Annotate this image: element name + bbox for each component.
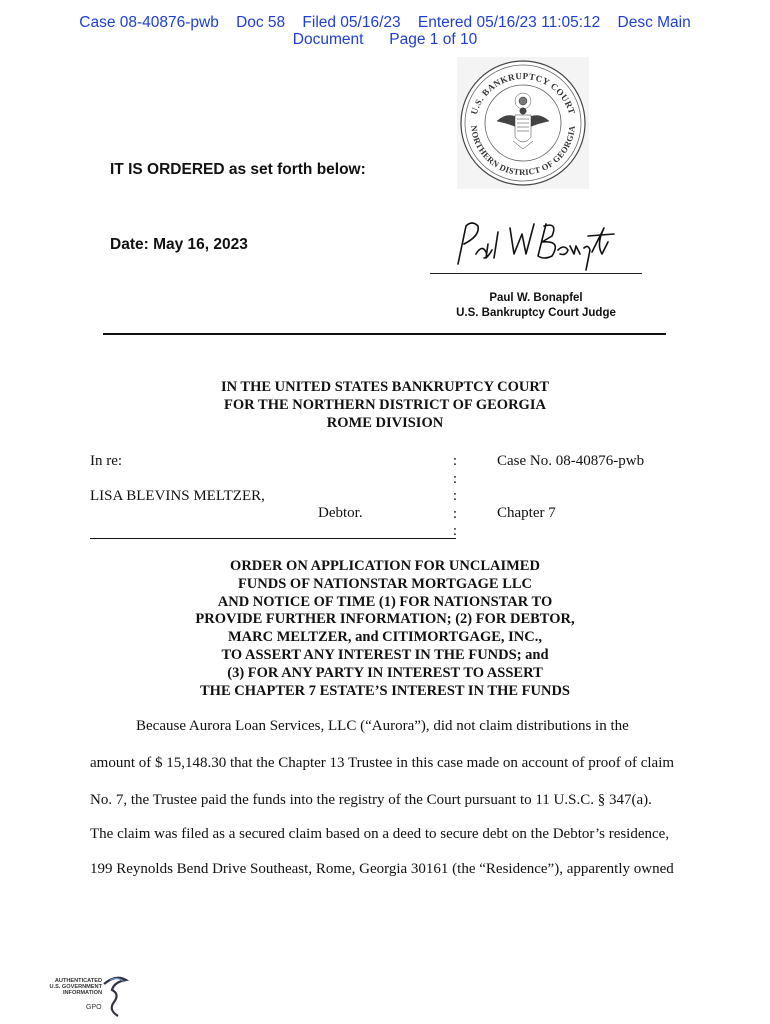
seal-top-text: U.S. BANKRUPTCY COURT bbox=[468, 70, 578, 116]
debtor-name: LISA BLEVINS MELTZER, bbox=[90, 488, 265, 504]
signature-line bbox=[430, 273, 642, 274]
body-line: No. 7, the Trustee paid the funds into the registry of the Court pursuant to 11 U.S.C. § 347(a). bbox=[90, 792, 652, 808]
caption-colon: : bbox=[452, 470, 458, 487]
judge-name: Paul W. Bonapfel bbox=[489, 292, 583, 304]
in-re-label: In re: bbox=[90, 453, 123, 469]
title-line: PROVIDE FURTHER INFORMATION; (2) FOR DEBTOR, bbox=[195, 611, 575, 628]
caption-colon: : bbox=[452, 523, 458, 539]
title-line: TO ASSERT ANY INTEREST IN THE FUNDS; and bbox=[221, 646, 549, 663]
caption-colons bbox=[451, 452, 459, 540]
body-line: The claim was filed as a secured claim based on a deed to secure debt on the Debtor’s residence, bbox=[90, 826, 670, 842]
gpo-badge-text bbox=[44, 978, 102, 997]
body-line: 199 Reynolds Bend Drive Southeast, Rome, Georgia 30161 (the “Residence”), apparently owned bbox=[90, 861, 674, 877]
caption-colon: : bbox=[452, 488, 458, 504]
gpo-eagle-icon bbox=[100, 974, 130, 1018]
title-line: MARC MELTZER, and CITIMORTGAGE, INC., bbox=[228, 629, 542, 646]
ecf-header-line-1: Case 08-40876-pwb Doc 58 Filed 05/16/23 Entered 05/16/23 11:05:12 Desc Main bbox=[79, 14, 691, 31]
ecf-header-line-2: Document Page 1 of 10 bbox=[292, 31, 478, 48]
judge-title: U.S. Bankruptcy Court Judge bbox=[456, 307, 616, 319]
debtor-label: Debtor. bbox=[318, 505, 363, 521]
court-line-3: ROME DIVISION bbox=[326, 415, 444, 431]
order-title bbox=[0, 558, 770, 700]
body-line: Because Aurora Loan Services, LLC (“Aurora”), did not claim distributions in the bbox=[136, 718, 629, 734]
caption-rule bbox=[90, 538, 456, 539]
ordered-heading: IT IS ORDERED as set forth below: bbox=[110, 161, 366, 178]
header-divider bbox=[103, 333, 666, 335]
body-line: amount of $ 15,148.30 that the Chapter 13 Trustee in this case made on account of proof of claim bbox=[90, 755, 675, 771]
judge-block bbox=[430, 291, 642, 321]
case-number: Case No. 08-40876-pwb bbox=[497, 453, 645, 469]
title-line: (3) FOR ANY PARTY IN INTEREST TO ASSERT bbox=[227, 664, 543, 681]
gpo-authentication-badge bbox=[40, 972, 130, 1020]
judge-signature bbox=[438, 214, 618, 276]
chapter-label: Chapter 7 bbox=[497, 505, 556, 521]
caption-colon: : bbox=[452, 453, 458, 469]
court-caption bbox=[0, 378, 770, 432]
gpo-line: INFORMATION bbox=[62, 990, 102, 997]
gpo-line: AUTHENTICATED bbox=[54, 978, 102, 984]
gpo-mark: GPO bbox=[86, 1004, 102, 1011]
court-line-2: FOR THE NORTHERN DISTRICT OF GEORGIA bbox=[224, 397, 546, 413]
seal-bottom-text: NORTHERN DISTRICT OF GEORGIA bbox=[468, 124, 578, 178]
title-line: AND NOTICE OF TIME (1) FOR NATIONSTAR TO bbox=[217, 593, 553, 610]
gpo-line: U.S. GOVERNMENT bbox=[49, 984, 102, 991]
title-line: FUNDS OF NATIONSTAR MORTGAGE LLC bbox=[237, 575, 533, 592]
title-line: THE CHAPTER 7 ESTATE’S INTEREST IN THE FUNDS bbox=[200, 682, 570, 699]
title-line: ORDER ON APPLICATION FOR UNCLAIMED bbox=[230, 558, 540, 574]
court-line-1: IN THE UNITED STATES BANKRUPTCY COURT bbox=[220, 379, 550, 395]
order-date: Date: May 16, 2023 bbox=[110, 236, 248, 253]
court-seal-icon bbox=[457, 57, 589, 189]
ecf-header bbox=[0, 14, 770, 48]
caption-colon: : bbox=[452, 505, 458, 522]
